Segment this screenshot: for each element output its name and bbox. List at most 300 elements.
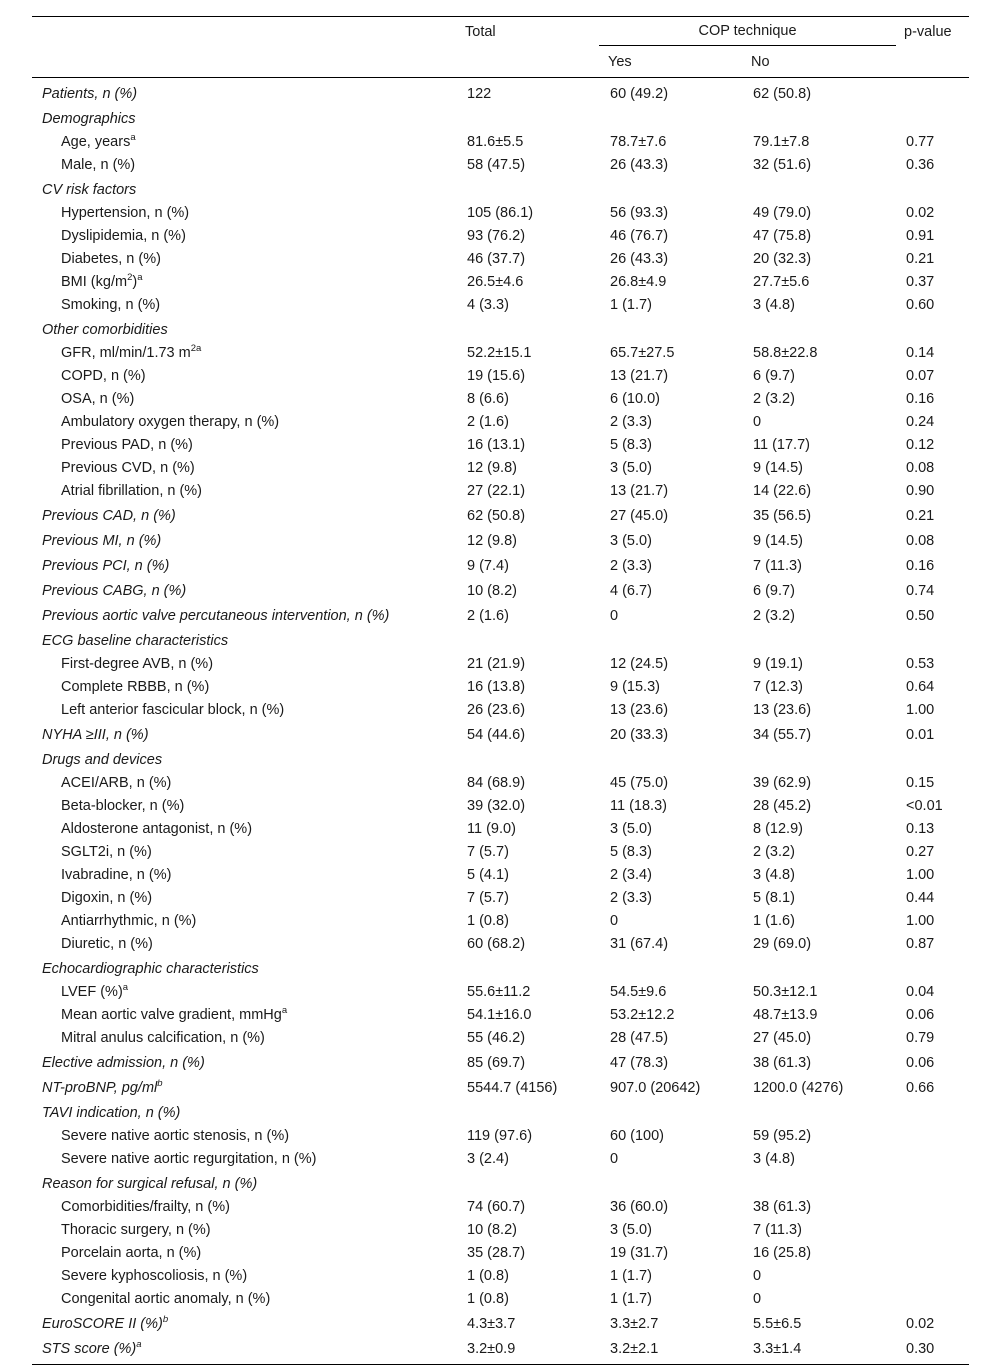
row-label — [32, 721, 457, 746]
row-label — [32, 1287, 457, 1310]
table-row — [32, 153, 969, 176]
table-body — [32, 78, 969, 1365]
row-label — [32, 863, 457, 886]
row-label — [32, 1241, 457, 1264]
cell-cop-yes: 47 (78.3) — [610, 1054, 669, 1071]
table-row — [32, 863, 969, 886]
cell-cop-yes: 54.5±9.6 — [610, 983, 667, 1000]
cell-p-value: 0.77 — [906, 133, 935, 150]
row-label-text: BMI (kg/m — [61, 273, 128, 290]
cell-cop-yes: 13 (23.6) — [610, 701, 669, 718]
cell-total: 5544.7 (4156) — [467, 1079, 558, 1096]
row-label — [32, 410, 457, 433]
cell-p-value: 0.36 — [906, 156, 935, 173]
row-label — [32, 1026, 457, 1049]
cell-cop-no: 6 (9.7) — [753, 367, 795, 384]
table-row — [32, 1170, 969, 1195]
cell-total: 122 — [467, 85, 492, 102]
cell-total: 35 (28.7) — [467, 1244, 526, 1261]
cell-cop-yes: 3 (5.0) — [610, 459, 652, 476]
cell-cop-yes: 36 (60.0) — [610, 1198, 669, 1215]
row-label-text: Previous CABG, n (%) — [42, 582, 187, 599]
cell-cop-yes — [600, 176, 743, 201]
row-label-text: ECG baseline characteristics — [42, 632, 229, 649]
row-label-footnote: 2a — [190, 342, 202, 354]
cell-cop-yes: 2 (3.4) — [610, 866, 652, 883]
cell-p-value: 0.07 — [906, 367, 935, 384]
cell-p-value: 0.13 — [906, 820, 935, 837]
table-row — [32, 721, 969, 746]
cell-p-value — [896, 1287, 969, 1310]
row-label — [32, 130, 457, 153]
cell-cop-yes: 60 (100) — [610, 1127, 665, 1144]
cell-cop-yes: 3 (5.0) — [610, 532, 652, 549]
cell-cop-no: 28 (45.2) — [753, 797, 812, 814]
row-label-text: First-degree AVB, n (%) — [61, 655, 214, 672]
row-label-text: Other comorbidities — [42, 321, 168, 338]
row-label-footnote: a — [122, 981, 129, 993]
cell-cop-no: 27 (45.0) — [753, 1029, 812, 1046]
row-label-text: NT-proBNP, pg/ml — [42, 1079, 158, 1096]
row-label — [32, 932, 457, 955]
cell-p-value: 0.74 — [906, 582, 935, 599]
cell-cop-yes: 4 (6.7) — [610, 582, 652, 599]
table-row — [32, 176, 969, 201]
cell-cop-no: 20 (32.3) — [753, 250, 812, 267]
cell-total: 105 (86.1) — [467, 204, 534, 221]
cell-total — [457, 627, 600, 652]
row-label — [32, 316, 457, 341]
row-label-text: SGLT2i, n (%) — [61, 843, 152, 860]
cell-cop-no: 0 — [753, 1290, 762, 1307]
row-label-text: GFR, ml/min/1.73 m — [61, 344, 191, 361]
row-label-text: Drugs and devices — [42, 751, 163, 768]
table-row — [32, 980, 969, 1003]
header-p-value: p-value — [896, 17, 969, 48]
cell-cop-yes: 5 (8.3) — [610, 843, 652, 860]
cell-cop-yes: 12 (24.5) — [610, 655, 669, 672]
table-row — [32, 1026, 969, 1049]
row-label-text: Ambulatory oxygen therapy, n (%) — [61, 413, 280, 430]
table-row — [32, 1264, 969, 1287]
row-label — [32, 176, 457, 201]
row-label — [32, 201, 457, 224]
header-total: Total — [457, 17, 600, 48]
cell-total: 8 (6.6) — [467, 390, 509, 407]
row-label-text: EuroSCORE II (%) — [42, 1315, 163, 1332]
cell-p-value: 0.14 — [906, 344, 935, 361]
cell-cop-yes: 13 (21.7) — [610, 482, 669, 499]
table-row — [32, 817, 969, 840]
cell-cop-yes: 2 (3.3) — [610, 413, 652, 430]
table-row — [32, 602, 969, 627]
row-label — [32, 1099, 457, 1124]
cell-total: 62 (50.8) — [467, 507, 526, 524]
row-label — [32, 527, 457, 552]
row-label-footnote: a — [130, 131, 136, 143]
cell-p-value: 0.16 — [906, 390, 935, 407]
cell-cop-no — [743, 627, 896, 652]
table-row — [32, 130, 969, 153]
row-label-text: Congenital aortic anomaly, n (%) — [61, 1290, 271, 1307]
cell-total: 21 (21.9) — [467, 655, 526, 672]
table-row — [32, 771, 969, 794]
row-label — [32, 270, 457, 293]
row-label-text: Hypertension, n (%) — [61, 204, 190, 221]
cell-p-value — [896, 627, 969, 652]
cell-cop-no: 2 (3.2) — [753, 607, 795, 624]
row-label-text: OSA, n (%) — [61, 390, 135, 407]
cell-cop-yes: 45 (75.0) — [610, 774, 669, 791]
cell-cop-no: 3.3±1.4 — [743, 1335, 896, 1365]
cell-total: 19 (15.6) — [467, 367, 526, 384]
table-row — [32, 270, 969, 293]
table-row — [32, 840, 969, 863]
cell-total — [457, 316, 600, 341]
header-cop-technique-label: COP technique — [599, 19, 896, 46]
cell-p-value — [896, 1124, 969, 1147]
row-label — [32, 817, 457, 840]
row-label-text: LVEF (%) — [61, 983, 123, 1000]
cell-cop-yes — [600, 955, 743, 980]
row-label-text: Smoking, n (%) — [61, 296, 161, 313]
cell-cop-no: 62 (50.8) — [753, 85, 812, 102]
row-label-text: Atrial fibrillation, n (%) — [61, 482, 203, 499]
row-label-text: Echocardiographic characteristics — [42, 960, 259, 977]
row-label — [32, 886, 457, 909]
cell-cop-yes — [600, 316, 743, 341]
table-row — [32, 1241, 969, 1264]
cell-cop-yes: 9 (15.3) — [610, 678, 660, 695]
table-row — [32, 201, 969, 224]
cell-cop-no: 32 (51.6) — [753, 156, 812, 173]
row-label-text: CV risk factors — [42, 181, 137, 198]
cell-total: 1 (0.8) — [467, 1290, 509, 1307]
row-label-text: Mitral anulus calcification, n (%) — [61, 1029, 265, 1046]
cell-cop-no: 5.5±6.5 — [753, 1315, 802, 1332]
cell-total: 12 (9.8) — [467, 459, 517, 476]
row-label-text: NYHA ≥III, n (%) — [42, 726, 149, 743]
cell-p-value: 0.02 — [906, 204, 935, 221]
cell-total: 81.6±5.5 — [467, 133, 524, 150]
table-row — [32, 1147, 969, 1170]
row-label — [32, 1264, 457, 1287]
header-yes: Yes — [600, 47, 743, 78]
cell-cop-yes: 1 (1.7) — [610, 296, 652, 313]
cell-cop-yes: 2 (3.3) — [610, 557, 652, 574]
baseline-characteristics-table — [32, 16, 969, 1365]
header-cop-technique — [600, 17, 896, 48]
row-label-text: Porcelain aorta, n (%) — [61, 1244, 202, 1261]
cell-cop-no: 34 (55.7) — [753, 726, 812, 743]
cell-p-value: 0.30 — [896, 1335, 969, 1365]
table-row — [32, 1003, 969, 1026]
cell-p-value — [896, 1195, 969, 1218]
row-label — [32, 980, 457, 1003]
cell-cop-yes: 13 (21.7) — [610, 367, 669, 384]
cell-total: 54 (44.6) — [467, 726, 526, 743]
row-label-text: Thoracic surgery, n (%) — [61, 1221, 211, 1238]
cell-cop-no: 39 (62.9) — [753, 774, 812, 791]
cell-cop-no — [743, 176, 896, 201]
cell-p-value — [896, 1147, 969, 1170]
cell-p-value: 0.15 — [906, 774, 935, 791]
cell-cop-yes: 26 (43.3) — [610, 156, 669, 173]
cell-p-value: 0.87 — [906, 935, 935, 952]
cell-cop-no: 2 (3.2) — [753, 843, 795, 860]
table-row — [32, 909, 969, 932]
cell-p-value: 0.91 — [906, 227, 935, 244]
cell-cop-yes: 3.3±2.7 — [610, 1315, 659, 1332]
cell-p-value — [896, 105, 969, 130]
row-label — [32, 433, 457, 456]
cell-p-value: 0.04 — [906, 983, 935, 1000]
cell-total: 54.1±16.0 — [467, 1006, 532, 1023]
cell-total: 10 (8.2) — [467, 1221, 517, 1238]
row-label — [32, 746, 457, 771]
table-row — [32, 675, 969, 698]
cell-p-value: 0.21 — [906, 507, 935, 524]
cell-total: 3.2±0.9 — [457, 1335, 600, 1365]
cell-total — [457, 746, 600, 771]
row-label-text: Age, years — [61, 133, 131, 150]
cell-cop-no: 0 — [753, 1267, 762, 1284]
row-label-text: Diabetes, n (%) — [61, 250, 161, 267]
table-row — [32, 577, 969, 602]
cell-total: 1 (0.8) — [467, 1267, 509, 1284]
row-label-text: TAVI indication, n (%) — [42, 1104, 181, 1121]
row-label — [32, 1049, 457, 1074]
row-label — [32, 456, 457, 479]
cell-total — [457, 955, 600, 980]
row-label — [32, 153, 457, 176]
cell-cop-yes: 1 (1.7) — [610, 1267, 652, 1284]
table-row — [32, 105, 969, 130]
header-empty-cell — [896, 47, 969, 78]
row-label-footnote: a — [281, 1004, 288, 1016]
cell-total: 27 (22.1) — [467, 482, 526, 499]
row-label — [32, 698, 457, 721]
cell-total: 60 (68.2) — [467, 935, 526, 952]
row-label-text: Previous CVD, n (%) — [61, 459, 195, 476]
cell-total: 4 (3.3) — [467, 296, 509, 313]
cell-p-value: 1.00 — [906, 866, 935, 883]
cell-p-value: 1.00 — [906, 912, 935, 929]
cell-total: 5 (4.1) — [467, 866, 509, 883]
row-label — [32, 78, 457, 106]
cell-cop-yes — [600, 105, 743, 130]
cell-cop-no — [743, 955, 896, 980]
row-label-text: Severe kyphoscoliosis, n (%) — [61, 1267, 248, 1284]
cell-cop-no: 49 (79.0) — [753, 204, 812, 221]
cell-total: 11 (9.0) — [467, 820, 516, 837]
cell-p-value: 0.60 — [906, 296, 935, 313]
row-label — [32, 341, 457, 364]
cell-p-value: 0.08 — [906, 459, 935, 476]
row-label-text: Severe native aortic regurgitation, n (%) — [61, 1150, 317, 1167]
table-row — [32, 1049, 969, 1074]
cell-cop-yes: 0 — [610, 607, 619, 624]
cell-cop-no: 38 (61.3) — [753, 1198, 812, 1215]
cell-p-value — [896, 1170, 969, 1195]
row-label — [32, 675, 457, 698]
cell-total — [457, 176, 600, 201]
row-label — [32, 387, 457, 410]
cell-total — [457, 1099, 600, 1124]
row-label — [32, 909, 457, 932]
cell-cop-no: 48.7±13.9 — [753, 1006, 818, 1023]
cell-cop-yes: 27 (45.0) — [610, 507, 669, 524]
cell-p-value — [896, 1241, 969, 1264]
table-row — [32, 456, 969, 479]
row-label-footnote: b — [162, 1313, 169, 1325]
table-row — [32, 224, 969, 247]
baseline-characteristics-table-container — [32, 16, 969, 1365]
row-label-text: Left anterior fascicular block, n (%) — [61, 701, 285, 718]
cell-cop-no — [743, 1170, 896, 1195]
cell-cop-no: 7 (12.3) — [753, 678, 803, 695]
row-label — [32, 1074, 457, 1099]
cell-p-value — [896, 1264, 969, 1287]
cell-total: 12 (9.8) — [467, 532, 517, 549]
cell-cop-no: 0 — [753, 413, 762, 430]
table-row — [32, 364, 969, 387]
table-row — [32, 1287, 969, 1310]
row-label — [32, 552, 457, 577]
row-label-text: Complete RBBB, n (%) — [61, 678, 210, 695]
row-label-text: STS score (%) — [42, 1340, 137, 1357]
cell-p-value: 0.50 — [906, 607, 935, 624]
cell-p-value — [896, 955, 969, 980]
cell-cop-no: 5 (8.1) — [753, 889, 795, 906]
cell-total: 85 (69.7) — [467, 1054, 526, 1071]
cell-cop-yes: 1 (1.7) — [610, 1290, 652, 1307]
table-row — [32, 78, 969, 106]
row-label — [32, 1124, 457, 1147]
cell-p-value: 0.24 — [906, 413, 935, 430]
row-label-footnote: a — [136, 1338, 142, 1350]
table-row — [32, 1124, 969, 1147]
cell-cop-yes: 31 (67.4) — [610, 935, 669, 952]
cell-p-value: 0.27 — [906, 843, 935, 860]
table-row — [32, 1099, 969, 1124]
cell-total — [457, 1170, 600, 1195]
header-empty-cell — [457, 47, 600, 78]
cell-p-value — [896, 1218, 969, 1241]
cell-cop-no: 59 (95.2) — [753, 1127, 812, 1144]
row-label — [32, 247, 457, 270]
cell-total — [457, 105, 600, 130]
cell-cop-no: 6 (9.7) — [753, 582, 795, 599]
row-label-text: Reason for surgical refusal, n (%) — [42, 1175, 258, 1192]
cell-cop-yes: 19 (31.7) — [610, 1244, 669, 1261]
cell-cop-no — [743, 746, 896, 771]
table-row — [32, 552, 969, 577]
row-label — [32, 1310, 457, 1335]
cell-p-value: 0.08 — [906, 532, 935, 549]
cell-cop-yes: 65.7±27.5 — [610, 344, 675, 361]
cell-total: 74 (60.7) — [467, 1198, 526, 1215]
cell-cop-no: 8 (12.9) — [753, 820, 803, 837]
cell-p-value: 0.66 — [906, 1079, 935, 1096]
cell-cop-no: 50.3±12.1 — [753, 983, 818, 1000]
cell-total: 9 (7.4) — [467, 557, 509, 574]
row-label — [32, 105, 457, 130]
cell-cop-no — [743, 105, 896, 130]
cell-p-value: 0.44 — [906, 889, 935, 906]
cell-cop-yes: 26 (43.3) — [610, 250, 669, 267]
cell-total: 26.5±4.6 — [467, 273, 524, 290]
row-label-text: Patients, n (%) — [42, 85, 138, 102]
cell-cop-yes: 46 (76.7) — [610, 227, 669, 244]
cell-p-value: <0.01 — [906, 797, 943, 814]
row-label-text: Aldosterone antagonist, n (%) — [61, 820, 253, 837]
cell-cop-yes: 20 (33.3) — [610, 726, 669, 743]
row-label — [32, 479, 457, 502]
row-label — [32, 794, 457, 817]
cell-cop-no: 9 (14.5) — [753, 459, 803, 476]
row-label-text: Antiarrhythmic, n (%) — [61, 912, 197, 929]
cell-cop-no: 3 (4.8) — [753, 866, 795, 883]
cell-cop-yes: 2 (3.3) — [610, 889, 652, 906]
table-row — [32, 433, 969, 456]
cell-cop-no — [743, 316, 896, 341]
cell-total: 1 (0.8) — [467, 912, 509, 929]
cell-cop-yes: 26.8±4.9 — [610, 273, 667, 290]
row-label-text: Diuretic, n (%) — [61, 935, 153, 952]
cell-p-value — [896, 746, 969, 771]
cell-p-value: 1.00 — [906, 701, 935, 718]
cell-total: 7 (5.7) — [467, 889, 509, 906]
cell-cop-yes: 3.2±2.1 — [600, 1335, 743, 1365]
cell-cop-no: 79.1±7.8 — [753, 133, 810, 150]
row-label-text: Mean aortic valve gradient, mmHg — [61, 1006, 282, 1023]
row-label — [32, 955, 457, 980]
row-label — [32, 627, 457, 652]
cell-cop-yes: 53.2±12.2 — [610, 1006, 675, 1023]
cell-cop-yes: 5 (8.3) — [610, 436, 652, 453]
cell-cop-yes: 28 (47.5) — [610, 1029, 669, 1046]
row-label — [32, 577, 457, 602]
cell-p-value: 0.21 — [906, 250, 935, 267]
cell-total: 10 (8.2) — [467, 582, 517, 599]
cell-cop-no: 35 (56.5) — [753, 507, 812, 524]
cell-p-value — [896, 316, 969, 341]
cell-total: 26 (23.6) — [467, 701, 526, 718]
cell-cop-no: 9 (14.5) — [753, 532, 803, 549]
row-label-text: Severe native aortic stenosis, n (%) — [61, 1127, 290, 1144]
cell-cop-yes — [600, 1170, 743, 1195]
cell-total: 55 (46.2) — [467, 1029, 526, 1046]
table-row — [32, 955, 969, 980]
header-empty-cell — [32, 17, 457, 48]
row-label-text: Dyslipidemia, n (%) — [61, 227, 186, 244]
cell-cop-no: 14 (22.6) — [753, 482, 812, 499]
table-row — [32, 652, 969, 675]
cell-total: 3 (2.4) — [467, 1150, 509, 1167]
row-label-text: Beta-blocker, n (%) — [61, 797, 185, 814]
cell-cop-no: 3 (4.8) — [753, 296, 795, 313]
row-label-text: Male, n (%) — [61, 156, 136, 173]
row-label-text: Comorbidities/frailty, n (%) — [61, 1198, 230, 1215]
cell-p-value: 0.06 — [906, 1054, 935, 1071]
row-label — [32, 771, 457, 794]
table-row — [32, 502, 969, 527]
cell-cop-yes: 60 (49.2) — [610, 85, 669, 102]
cell-cop-yes: 3 (5.0) — [610, 820, 652, 837]
cell-cop-no: 47 (75.8) — [753, 227, 812, 244]
row-label-text: COPD, n (%) — [61, 367, 146, 384]
